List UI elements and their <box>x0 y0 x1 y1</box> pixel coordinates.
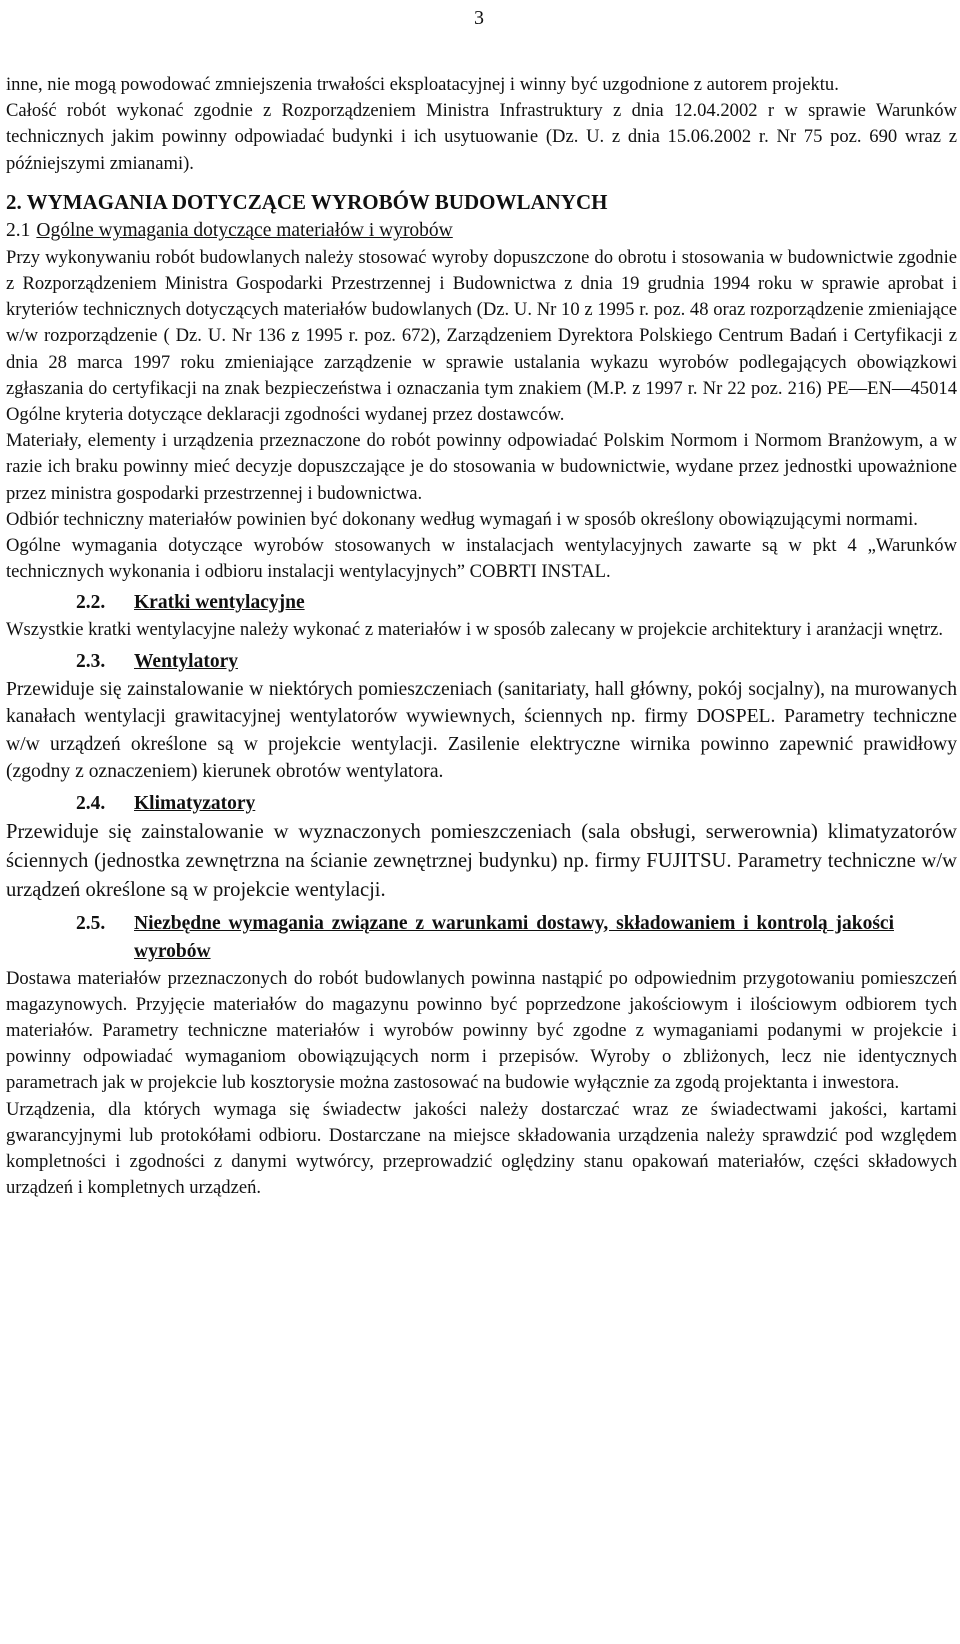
section-2-2-heading <box>76 589 957 617</box>
section-2-5-paragraph-2: Urządzenia, dla których wymaga się świadectw jakości należy dostarczać wraz ze świadectwami jakości, kartami gwarancyjnymi lub protokółami odbioru. Dostarczane na miejsce składowania urządzenia należy sprawdzić pod względem kompletności i zgodności z danymi wytwórcy, przeprowadzić oględziny stanu opakowań materiałów, części składowych urządzeń i kompletnych urządzeń. <box>6 1098 957 1199</box>
section-2-4-number: 2.4. <box>76 793 106 815</box>
section-2-4-title: Klimatyzatory <box>134 793 256 815</box>
section-2-4-heading <box>76 790 957 818</box>
section-2-5-title: Niezbędne wymagania związane z warunkami dostawy, składowaniem i kontrolą jakości wyrobów <box>134 912 894 962</box>
section-2-1-paragraph-2: Materiały, elementy i urządzenia przeznaczone do robót powinny odpowiadać Polskim Normom i Normom Branżowym, a w razie ich braku powinny mieć decyzje dopuszczające je do stosowania w budownictwie, wydane przez jednostki upoważnione przez ministra gospodarki przestrzennej i budownictwa. <box>6 430 957 504</box>
section-2-2-paragraph-1: Wszystkie kratki wentylacyjne należy wykonać z materiałów i w sposób zalecany w projekcie architektury i aranżacji wnętrz. <box>6 619 944 641</box>
section-2-1-heading <box>6 217 957 245</box>
section-2-1-paragraph-4: Ogólne wymagania dotyczące wyrobów stosowanych w instalacjach wentylacyjnych zawarte są w pkt 4 „Warunków technicznych wykonania i odbioru instalacji wentylacyjnych” COBRTI INSTAL. <box>6 535 957 583</box>
section-2-1-paragraph-1: Przy wykonywaniu robót budowlanych należy stosować wyroby dopuszczone do obrotu i stosowania w budownictwie zgodnie z Rozporządzeniem Ministra Gospodarki Przestrzennej i Budownictwa z dnia 19 grudnia 1994 roku w sprawie aprobat i kryteriów technicznych dotyczących materiałów budowlanych (Dz. U. Nr 10 z 1995 r. poz. 48 oraz rozporządzenie zmieniające w/w rozporządzenie ( Dz. U. Nr 136 z 1995 r. poz. 672), Zarządzeniem Dyrektora Polskiego Centrum Badań i Certyfikacji z dnia 28 marca 1997 roku zmieniające zarządzenie w sprawie ustalania wykazu wyrobów podlegających obowiązkowi zgłaszania do certyfikacji na znak bezpieczeństwa i oznaczania tym znakiem (M.P. z 1997 r. Nr 22 poz. 216) PE—EN—45014 Ogólne kryteria dotyczące deklaracji zgodności wydanej przez dostawców. <box>6 246 957 426</box>
section-2-1-number: 2.1 <box>6 219 31 241</box>
intro-paragraph-2: Całość robót wykonać zgodnie z Rozporządzeniem Ministra Infrastruktury z dnia 12.04.2002 r w sprawie Warunków technicznych jakim powinny odpowiadać budynki i ich usytuowanie (Dz. U. z dnia 15.06.2002 r. Nr 75 poz. 690 wraz z późniejszymi zmianami). <box>6 100 957 174</box>
section-2-3-title: Wentylatory <box>134 650 238 672</box>
section-2-1-paragraph-3: Odbiór techniczny materiałów powinien być dokonany według wymagań i w sposób określony obowiązującymi normami. <box>6 508 918 530</box>
page-number-text: 3 <box>474 7 484 29</box>
section-2-3-number: 2.3. <box>76 650 106 672</box>
section-2-5-paragraph-1: Dostawa materiałów przeznaczonych do robót budowlanych powinna nastąpić po odpowiednim przygotowaniu pomieszczeń magazynowych. Przyjęcie materiałów do magazynu powinno być poprzedzone jakościowym i ilościowym odbiorem tych materiałów. Parametry techniczne materiałów i wyrobów powinny być zgodne z wymaganiami podanymi w projekcie i powinny odpowiadać wymaganiom obowiązujących norm i przepisów. Wyroby o zbliżonych, lecz nie identycznych parametrach jak w projekcie lub kosztorysie można zastosować na budowie wyłącznie za zgodą projektanta i inwestora. <box>6 967 957 1094</box>
section-2-3-paragraph-1: Przewiduje się zainstalowanie w niektórych pomieszczeniach (sanitariaty, hall główny, pokój socjalny), na murowanych kanałach wentylacji grawitacyjnej wentylatorów wywiewnych, ściennych np. firmy DOSPEL. Parametry techniczne w/w urządzeń określone są w projekcie wentylacji. Zasilenie elektryczne wirnika powinno zapewnić prawidłowy (zgodny z oznaczeniem) kierunek obrotów wentylatora. <box>6 678 957 783</box>
section-2-1-title: Ogólne wymagania dotyczące materiałów i wyrobów <box>36 219 453 241</box>
section-2-2-title: Kratki wentylacyjne <box>134 592 305 614</box>
section-2-3-heading <box>76 648 957 676</box>
section-2-4-paragraph-1: Przewiduje się zainstalowanie w wyznaczonych pomieszczeniach (sala obsługi, serwerownia) klimatyzatorów ściennych (jednostka zewnętrzna na ścianie zewnętrznej budynku) np. firmy FUJITSU. Parametry techniczne w/w urządzeń określone są w projekcie wentylacji. <box>6 821 957 902</box>
intro-paragraph-1: inne, nie mogą powodować zmniejszenia trwałości eksploatacyjnej i winny być uzgodnione z autorem projektu. <box>6 74 839 95</box>
document-body <box>6 72 957 1201</box>
section-2-5-heading <box>76 910 957 966</box>
section-2-title: 2. WYMAGANIA DOTYCZĄCE WYROBÓW BUDOWLANYCH <box>6 189 608 214</box>
section-2-2-number: 2.2. <box>76 592 106 614</box>
section-2-5-number: 2.5. <box>76 912 106 934</box>
